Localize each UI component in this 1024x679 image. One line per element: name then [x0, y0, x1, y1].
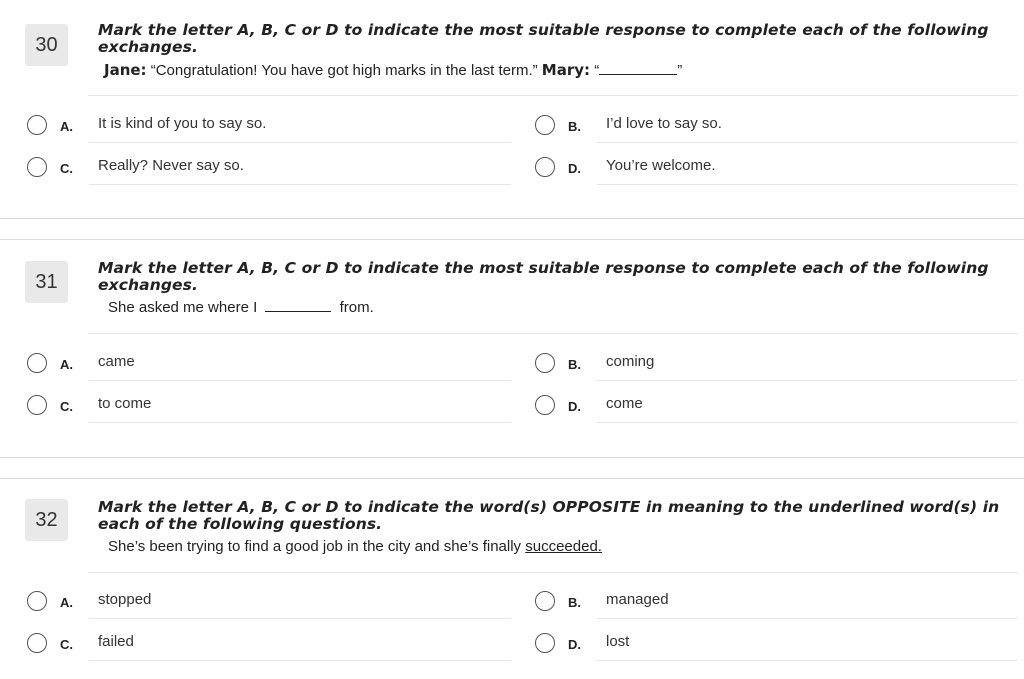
- separator: [88, 572, 1018, 573]
- option-underline: [597, 142, 1017, 143]
- radio-icon[interactable]: [535, 157, 555, 177]
- option-letter: D.: [568, 637, 581, 652]
- option-letter: A.: [60, 595, 73, 610]
- radio-icon[interactable]: [535, 395, 555, 415]
- option-underline: [597, 380, 1017, 381]
- option-underline: [89, 142, 511, 143]
- option-underline: [89, 422, 511, 423]
- option-letter: C.: [60, 637, 73, 652]
- question-instruction: Mark the letter A, B, C or D to indicate the word(s) OPPOSITE in meaning to the underlined word(s) in each of the following questions.: [98, 498, 1000, 533]
- option-text: It is kind of you to say so.: [98, 115, 267, 132]
- radio-icon[interactable]: [27, 115, 47, 135]
- option-underline: [89, 380, 511, 381]
- separator: [88, 95, 1018, 96]
- option-letter: A.: [60, 119, 73, 134]
- question-number: 31: [25, 261, 68, 303]
- option-text: came: [98, 353, 135, 370]
- option-d[interactable]: [535, 157, 1020, 201]
- question-number: 32: [25, 499, 68, 541]
- option-text: stopped: [98, 591, 152, 608]
- option-text: I’d love to say so.: [606, 115, 722, 132]
- question-divider: [0, 457, 1024, 458]
- option-text: You’re welcome.: [606, 157, 716, 174]
- option-text: managed: [606, 591, 669, 608]
- option-letter: C.: [60, 161, 73, 176]
- question-instruction: Mark the letter A, B, C or D to indicate the most suitable response to complete each of the following exchanges.: [98, 259, 989, 294]
- stem-text: She’s been trying to find a good job in the city and she’s finally: [108, 538, 522, 555]
- option-letter: B.: [568, 357, 581, 372]
- radio-icon[interactable]: [535, 115, 555, 135]
- option-underline: [89, 618, 511, 619]
- option-text: come: [606, 395, 643, 412]
- stem-text: She asked me where I: [108, 299, 258, 316]
- radio-icon[interactable]: [27, 157, 47, 177]
- option-letter: D.: [568, 161, 581, 176]
- option-underline: [597, 184, 1017, 185]
- option-c[interactable]: [27, 157, 512, 201]
- option-underline: [89, 184, 511, 185]
- option-text: lost: [606, 633, 630, 650]
- option-d[interactable]: [535, 395, 1020, 439]
- option-letter: B.: [568, 595, 581, 610]
- option-text: to come: [98, 395, 152, 412]
- radio-icon[interactable]: [535, 591, 555, 611]
- underlined-word: succeeded.: [525, 538, 602, 555]
- option-underline: [597, 618, 1017, 619]
- option-b[interactable]: [535, 591, 1020, 635]
- stem-quote: “Congratulation! You have got high marks in the last term.”: [150, 62, 538, 79]
- option-letter: A.: [60, 357, 73, 372]
- answer-blank: [599, 74, 677, 75]
- speaker-mary: Mary:: [541, 61, 591, 79]
- radio-icon[interactable]: [535, 633, 555, 653]
- question-number: 30: [25, 24, 68, 66]
- option-b[interactable]: [535, 353, 1020, 397]
- option-text: failed: [98, 633, 134, 650]
- option-c[interactable]: [27, 633, 512, 677]
- radio-icon[interactable]: [27, 591, 47, 611]
- option-underline: [597, 660, 1017, 661]
- question-stem: [108, 538, 602, 555]
- question-stem: [108, 299, 374, 316]
- option-letter: D.: [568, 399, 581, 414]
- option-letter: B.: [568, 119, 581, 134]
- question-instruction: Mark the letter A, B, C or D to indicate the most suitable response to complete each of the following exchanges.: [98, 21, 989, 56]
- separator: [88, 333, 1018, 334]
- question-divider: [0, 218, 1024, 219]
- open-quote: “: [594, 62, 600, 79]
- radio-icon[interactable]: [27, 395, 47, 415]
- question-divider: [0, 478, 1024, 479]
- option-b[interactable]: [535, 115, 1020, 159]
- option-a[interactable]: [27, 591, 512, 635]
- close-quote: ”: [677, 62, 683, 79]
- stem-text-after: from.: [339, 299, 374, 316]
- option-letter: C.: [60, 399, 73, 414]
- option-a[interactable]: [27, 115, 512, 159]
- radio-icon[interactable]: [535, 353, 555, 373]
- question-stem: [104, 61, 682, 79]
- radio-icon[interactable]: [27, 353, 47, 373]
- option-d[interactable]: [535, 633, 1020, 677]
- option-c[interactable]: [27, 395, 512, 439]
- option-underline: [597, 422, 1017, 423]
- option-text: coming: [606, 353, 655, 370]
- option-a[interactable]: [27, 353, 512, 397]
- radio-icon[interactable]: [27, 633, 47, 653]
- speaker-jane: Jane:: [104, 61, 147, 79]
- option-underline: [89, 660, 511, 661]
- answer-blank: [265, 311, 331, 312]
- question-divider: [0, 239, 1024, 240]
- option-text: Really? Never say so.: [98, 157, 244, 174]
